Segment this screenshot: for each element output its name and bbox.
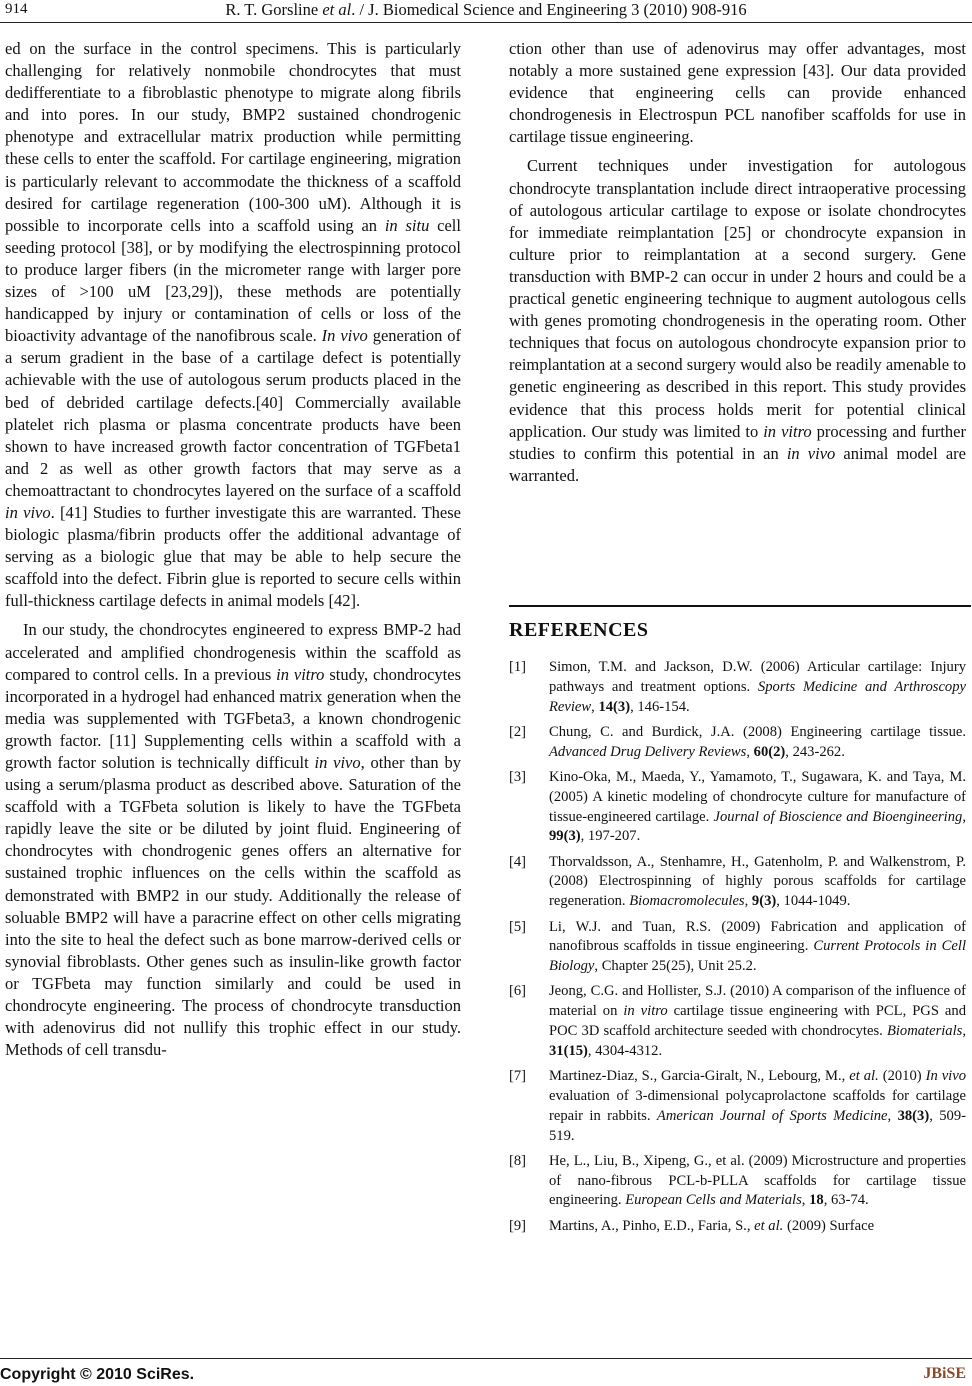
journal-abbreviation: JBiSE [923,1365,966,1382]
right-column [509,38,966,487]
copyright-notice: Copyright © 2010 SciRes. [0,1366,195,1383]
reference-item: [7] Martinez-Diaz, S., Garcia-Giralt, N., Lebourg, M., et al. (2010) In vivo evaluation of 3-dimensional polycaprolactone scaffolds for cartilage repair in rabbits. American Journal of Sports Medicine, 38(3), 509-519. [509,1068,966,1144]
page-number: 914 [5,1,28,17]
reference-item: [1] Simon, T.M. and Jackson, D.W. (2006) Articular cartilage: Injury pathways and treatment options. Sports Medicine and Arthroscopy Review, 14(3), 146-154. [509,659,966,715]
section-divider [509,605,971,607]
reference-list [509,658,966,1242]
right-paragraph-1: ction other than use of adenovirus may offer advantages, most notably a more sustained gene expression [43]. Our data provided evidence that engineering cells can provide enhanced chondrogenesis in Electrospun PCL nanofiber scaffolds for use in cartilage tissue engineering. [509,39,966,147]
references-heading: REFERENCES [509,619,649,641]
reference-item: [2] Chung, C. and Burdick, J.A. (2008) Engineering cartilage tissue. Advanced Drug Delivery Reviews, 60(2), 243-262. [509,723,966,760]
reference-item: [9] Martins, A., Pinho, E.D., Faria, S., et al. (2009) Surface [509,1217,875,1234]
left-column [5,38,461,1061]
running-header [0,0,972,22]
left-paragraph-1: ed on the surface in the control specimens. This is particularly challenging for relatively nonmobile chondrocytes that must dedifferentiate to a fibroblastic phenotype to migrate along fibrils and into pores. In our study, BMP2 sustained chondrogenic phenotype and extracellular matrix production while permitting these cells to enter the scaffold. For cartilage engineering, migration is particularly relevant to accommodate the thickness of a scaffold desired for cartilage regeneration (100-300 uM). Although it is possible to incorporate cells into a scaffold using an in situ cell seeding protocol [38], or by modifying the electrospinning protocol to produce larger fibers (in the micrometer range with larger pore sizes of >100 uM [23,29]), these methods are potentially handicapped by injury or contamination of cells or loss of the bioactivity advantage of the nanofibrous scale. In vivo generation of a serum gradient in the base of a cartilage defect is potentially achievable with the use of autologous serum products placed in the bed of debrided cartilage defects.[40] Commercially available platelet rich plasma or plasma concentrate products have been shown to have increased growth factor concentration of TGFbeta1 and 2 as well as other growth factors that may serve as a chemoattractant to chondrocytes layered on the surface of a scaffold in vivo. [41] Studies to further investigate this are warranted. These biologic plasma/fibrin products offer the additional advantage of serving as a biologic glue that may be able to help secure the scaffold into the defect. Fibrin glue is reported to secure cells within full-thickness cartilage defects in animal models [42]. [5,39,461,611]
page-footer [0,1354,972,1386]
reference-item: [4] Thorvaldsson, A., Stenhamre, H., Gatenholm, P. and Walkenstrom, P. (2008) Electrospinning of highly porous scaffolds for cartilage regeneration. Biomacromolecules, 9(3), 1044-1049. [509,853,966,910]
reference-item: [8] He, L., Liu, B., Xipeng, G., et al. (2009) Microstructure and properties of nano-fibrous PCL-b-PLLA scaffolds for cartilage tissue engineering. European Cells and Materials, 18, 63-74. [509,1152,966,1209]
header-rule [0,22,972,23]
running-title [0,0,972,20]
running-title-rest: . / J. Biomedical Science and Engineering 3 (2010) 908-916 [351,0,747,19]
running-title-etal: et al [322,0,352,19]
left-paragraph-2: In our study, the chondrocytes engineered to express BMP-2 had accelerated and amplified chondrogenesis within the scaffold as compared to control cells. In a previous in vitro study, chondrocytes incorporated in a hydrogel had enhanced matrix generation when the media was supplemented with TGFbeta3, a known chondrogenic growth factor. [11] Supplementing cells within a scaffold with a growth factor solution is technically difficult in vivo, other than by using a serum/plasma product as described above. Saturation of the scaffold with a TGFbeta solution is likely to have the TGFbeta rapidly leave the site or be diluted by joint fluid. Engineering of chondrocytes with chondrogenic genes offers an alternative for sustained trophic influences on the cells within the scaffold as demonstrated with BMP2 in our study. Additionally the release of soluable BMP2 will have a paracrine effect on other cells migrating into the site to heal the defect such as bone marrow-derived cells or synovial fibroblasts. Other genes such as insulin-like growth factor or TGFbeta may function similarly and could be used in chondrocyte engineering. The process of chondrocyte transduction with adenovirus did not nullify this trophic effect in our study. Methods of cell transdu- [5,620,461,1060]
reference-item: [3] Kino-Oka, M., Maeda, Y., Yamamoto, T., Sugawara, K. and Taya, M. (2005) A kinetic modeling of chondrocyte culture for manufacture of tissue-engineered cartilage. Journal of Bioscience and Bioengineering, 99(3), 197-207. [509,768,966,845]
reference-item: [5] Li, W.J. and Tuan, R.S. (2009) Fabrication and application of nanofibrous scaffolds in tissue engineering. Current Protocols in Cell Biology, Chapter 25(25), Unit 25.2. [509,918,966,975]
right-paragraph-2: Current techniques under investigation for autologous chondrocyte transplantation include direct intraoperative processing of autologous articular cartilage to expose or isolate chondrocytes for immediate reimplantation [25] or chondrocyte expansion in culture prior to reimplantation at a second surgery. Gene transduction with BMP-2 can occur in under 2 hours and could be a practical genetic engineering technique to augment autologous cells with genes promoting chondrogenesis in the operating room. Other techniques that focus on autologous chondrocyte expansion prior to reimplantation at a second surgery would also be readily amenable to genetic engineering as described in this report. This study provides evidence that this process holds merit for potential clinical application. Our study was limited to in vitro processing and further studies to confirm this potential in an in vivo animal model are warranted. [509,156,966,485]
reference-item: [6] Jeong, C.G. and Hollister, S.J. (2010) A comparison of the influence of material on in vitro cartilage tissue engineering with PCL, PGS and POC 3D scaffold architecture seeded with chondrocytes. Biomaterials, 31(15), 4304-4312. [509,983,966,1059]
running-title-authors: R. T. Gorsline [225,0,323,19]
footer-rule [0,1358,972,1359]
